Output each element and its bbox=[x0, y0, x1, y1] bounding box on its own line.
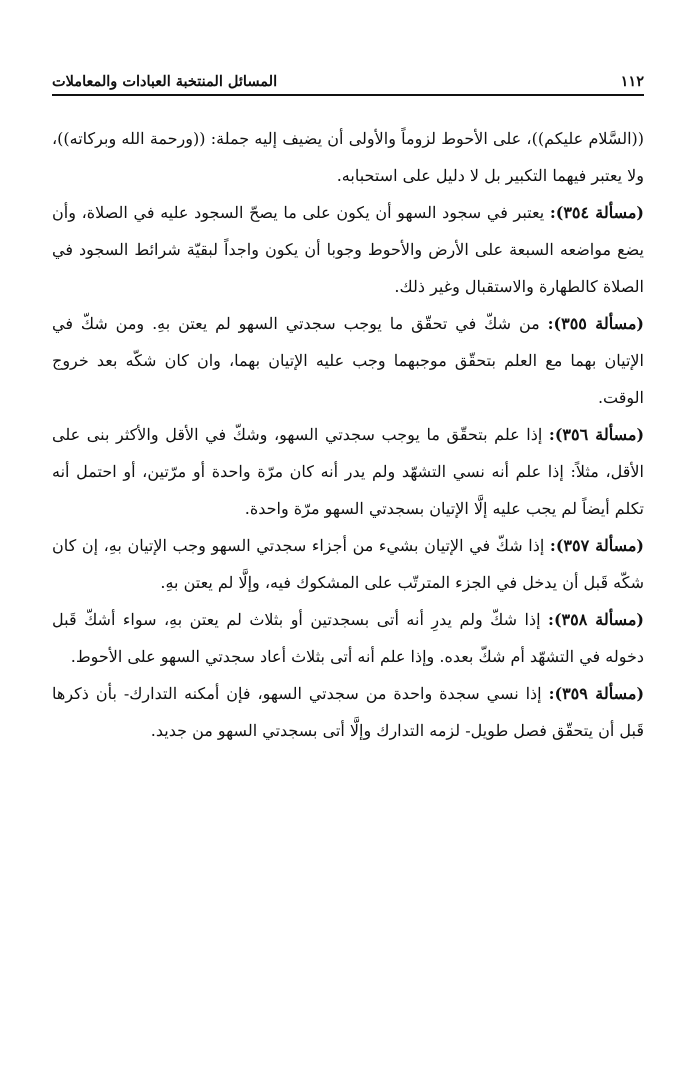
issue-number: (مسألة ٣٥٤): bbox=[549, 203, 644, 222]
paragraph bbox=[52, 194, 644, 305]
page-header bbox=[52, 60, 644, 96]
running-title: المسائل المنتخبة العبادات والمعاملات bbox=[52, 73, 278, 90]
paragraph bbox=[52, 601, 644, 675]
paragraph bbox=[52, 120, 644, 194]
issue-number: (مسألة ٣٥٧): bbox=[549, 536, 645, 555]
paragraph bbox=[52, 305, 644, 416]
issue-number: (مسألة ٣٥٩): bbox=[548, 684, 645, 703]
paragraph-text: إذا نسي سجدة واحدة من سجدتي السهو، فإن أمكنه التدارك- بأن ذكرها قَبل أن يتحقّق فصل طويل- لزمه التدارك وإلَّا أتى بسجدتي السهو من جديد. bbox=[52, 684, 644, 740]
page-body bbox=[52, 120, 644, 749]
paragraph-text: إذا علم بتحقّق ما يوجب سجدتي السهو، وشكّ في الأقل والأكثر بنى على الأقل، مثلاً: إذا علم أنه نسي التشهّد ولم يدر أنه كان مرّة واحدة أو مرّتين، أو احتمل أنه تكلم أيضاً لم يجب عليه إلَّا الإتيان بسجدتي السهو مرّة واحدة. bbox=[52, 425, 644, 518]
paragraph-text: من شكّ في تحقّق ما يوجب سجدتي السهو لم يعتن بهِ. ومن شكّ في الإتيان بهما مع العلم بتحقّق موجبهما وجب عليه الإتيان بهما، وان كان شكّه بعد خروج الوقت. bbox=[52, 314, 644, 407]
paragraph bbox=[52, 675, 644, 749]
paragraph bbox=[52, 527, 644, 601]
page-number: ١١٢ bbox=[620, 73, 644, 90]
issue-number: (مسألة ٣٥٨): bbox=[548, 610, 644, 629]
paragraph-text: إذا شكّ في الإتيان بشيء من أجزاء سجدتي السهو وجب الإتيان بهِ، إن كان شكّه قَبل أن يدخل في الجزء المترتّب على المشكوك فيه، وإلَّا لم يعتن بهِ. bbox=[52, 536, 644, 592]
paragraph bbox=[52, 416, 644, 527]
issue-number: (مسألة ٣٥٦): bbox=[548, 425, 645, 444]
paragraph-text: إذا شكّ ولم يدرِ أنه أتى بسجدتين أو بثلاث لم يعتن بهِ، سواء أشكّ قَبل دخوله في التشهّد أم شكّ بعده. وإذا علم أنه أتى بثلاث أعاد سجدتي السهو على الأحوط. bbox=[52, 610, 644, 666]
paragraph-text: ((السَّلام عليكم))، على الأحوط لزوماً والأولى أن يضيف إليه جملة: ((ورحمة الله وبركاته))، ولا يعتبر فيهما التكبير بل لا دليل على استحبابه. bbox=[52, 129, 644, 185]
issue-number: (مسألة ٣٥٥): bbox=[547, 314, 645, 333]
paragraph-text: يعتبر في سجود السهو أن يكون على ما يصحّ السجود عليه في الصلاة، وأن يضع مواضعه السبعة على الأرض والأحوط وجوبا أن يكون واجداً لبقيّة شرائط السجود في الصلاة كالطهارة والاستقبال وغير ذلك. bbox=[52, 203, 644, 296]
